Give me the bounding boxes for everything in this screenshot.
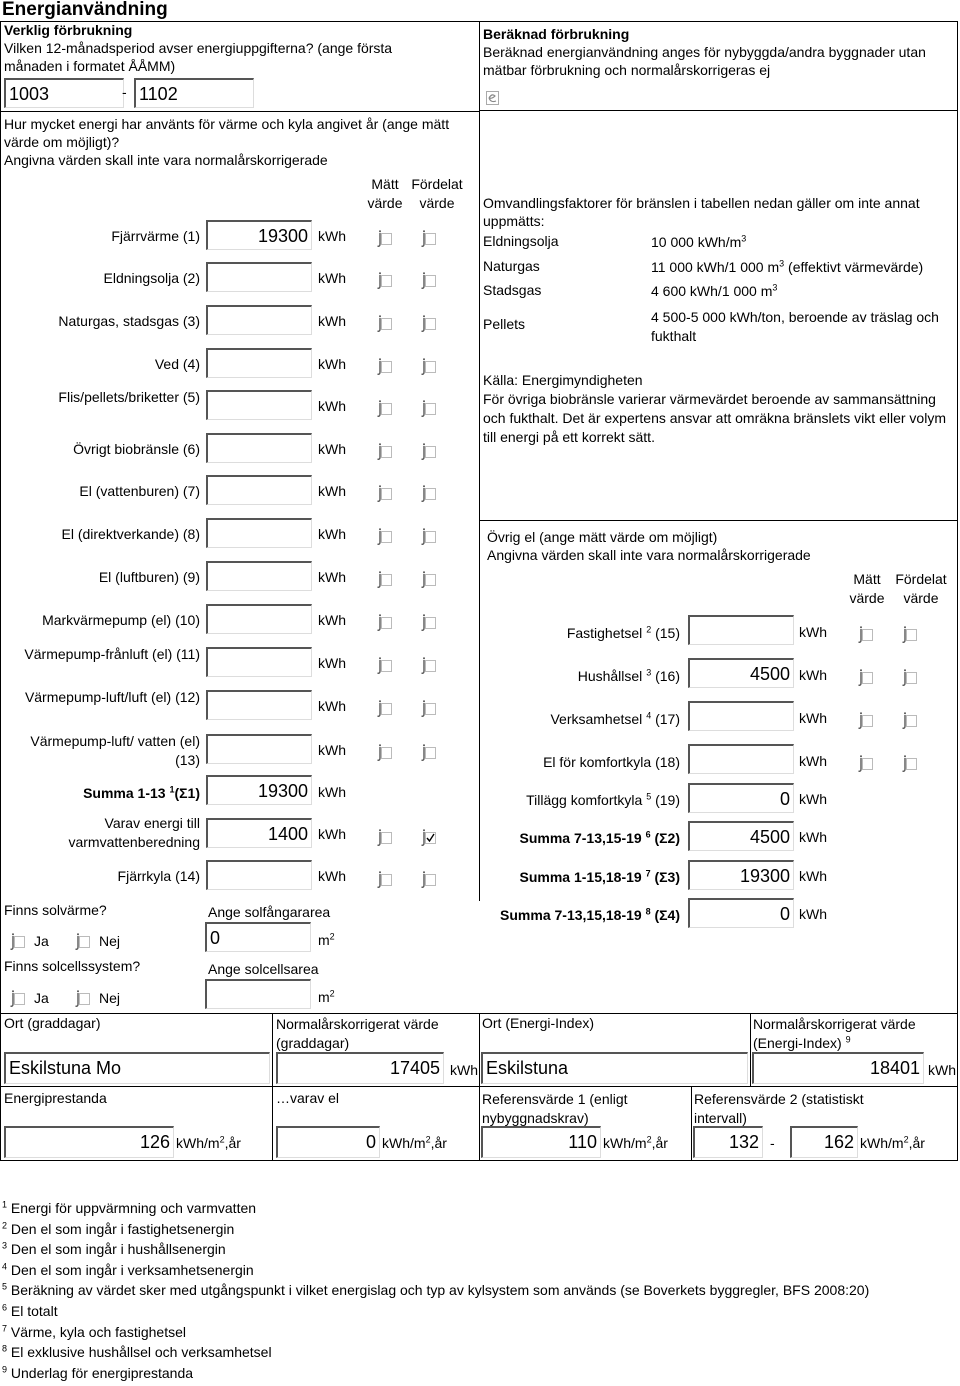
fordelat-checkbox-icon[interactable] [421,443,437,461]
fordelat-checkbox-icon[interactable] [421,315,437,333]
ovrig-row-input[interactable] [688,744,794,774]
divider-prest-right [691,1086,692,1161]
kalla-text: För övriga biobränsle varierar värmevärdet beroende av sammansättning och fukthalt. Det är expertens ansvar att omräkna bränslets vikt eller volym till energi på ett korrekt sätt. [483,391,946,445]
verklig-row-input[interactable] [206,690,312,720]
divider-period [0,111,479,112]
factor-value: 4 600 kWh/1 000 $m^3$ [651,282,778,299]
varav-label: Varav energi till varmvattenberedning [68,815,200,850]
ovrig-note: Angivna värden skall inte vara normalårskorrigerade [487,547,811,563]
footnote-item: $^4$ Den el som ingår i verksamhetsenergin [2,1261,254,1278]
varav-matt-checkbox-icon[interactable] [377,829,393,847]
ovrig-row-input[interactable] [688,701,794,731]
ort-index-input[interactable]: Eskilstuna [481,1052,748,1084]
verklig-row-unit: kWh [318,655,346,671]
matt-checkbox-icon[interactable] [377,230,393,248]
verklig-row-unit: kWh [318,441,346,457]
matt-checkbox-icon[interactable] [377,400,393,418]
verklig-row-label: Ved (4) [154,356,200,372]
ref1-label: Referensvärde 1 (enligt nybyggnadskrav) [482,1091,628,1126]
matt-checkbox-icon[interactable] [377,614,393,632]
solfangar-input[interactable]: 0 [205,922,311,952]
summa-1-13-value: 19300 [206,775,312,805]
fjarrkyla-input[interactable] [206,860,312,890]
solcell-ja-label: Ja [34,990,49,1006]
ovrig-row-input[interactable] [688,615,794,645]
divider-prest-mid [479,1086,480,1161]
factor-name: Pellets [483,316,526,332]
factor-name: Stadsgas [483,282,542,298]
verklig-heading: Verklig förbrukning [4,22,133,38]
verklig-row-unit: kWh [318,483,346,499]
footnote-item: $^2$ Den el som ingår i fastighetsenergin [2,1219,235,1237]
ref1-value: 110 [481,1126,601,1158]
verklig-row-label: Flis/pellets/briketter (5) [58,389,200,405]
verklig-row-label: Övrigt biobränsle (6) [73,441,200,457]
footnote-item: $^8$ El exklusive hushållsel och verksamhetsel [2,1343,272,1361]
fordelat-checkbox-icon[interactable] [421,614,437,632]
fordelat-checkbox-icon[interactable] [421,700,437,718]
summa-s2-unit: kWh [799,829,827,845]
period-start-input[interactable]: 1003 [4,78,124,108]
footnote-item: $^6$ El totalt [2,1302,58,1319]
footnote-item: $^7$ Värme, kyla och fastighetsel [2,1322,186,1340]
ovrig-row-label: El för komfortkyla (18) [543,754,680,770]
matt-checkbox-icon[interactable] [377,315,393,333]
fordelat-checkbox-icon[interactable] [421,571,437,589]
ovrig-fordelat-checkbox-icon[interactable] [902,712,918,730]
solvarme-question: Finns solvärme? [4,902,107,918]
varav-el-label: …varav el [276,1090,340,1106]
ref2-dash: - [770,1135,775,1151]
verklig-row-unit: kWh [318,698,346,714]
ovrig-row-unit: kWh [799,710,827,726]
solcell-nej-radio-icon[interactable] [75,990,91,1008]
period-question: Vilken 12-månadsperiod avser energiuppgifterna? (ange första månaden i formatet ÅÅMM) [4,40,393,74]
kalla-label: Källa: Energimyndigheten [483,372,643,388]
footnotes [2,1198,952,1383]
frame-left [0,21,1,1161]
fjarrkyla-unit: kWh [318,868,346,884]
varav-unit: kWh [318,826,346,842]
ovrig-matt-checkbox-icon[interactable] [858,626,874,644]
ovrig-col-fordelat: Fördelat värde [895,571,947,606]
solfangar-unit: $m^2$ [318,931,335,948]
verklig-row-unit: kWh [318,313,346,329]
verklig-row-input[interactable] [206,390,312,420]
solfangar-label: Ange solfångararea [208,904,331,920]
factor-value: 11 000 kWh/1 000 $m^3$ (effektivt värmevärde) [651,258,924,275]
summa-1-13-unit: kWh [318,784,346,800]
summa-s3-unit: kWh [799,868,827,884]
col-matt-header: Mätt värde [367,176,403,211]
verklig-row-input[interactable] [206,348,312,378]
ovrig-fordelat-checkbox-icon[interactable] [902,626,918,644]
verklig-row-label: Värmepump-luft/ vatten (el) (13) [30,733,200,768]
fordelat-checkbox-icon[interactable] [421,485,437,503]
verklig-row-unit: kWh [318,569,346,585]
footnote-item: $^9$ Underlag för energiprestanda [2,1364,194,1381]
verklig-row-input[interactable] [206,647,312,677]
ovrig-row-unit: kWh [799,624,827,640]
fjarrkyla-label: Fjärrkyla (14) [117,868,200,884]
verklig-row-unit: kWh [318,526,346,542]
summa-s3-label: Summa 1-15,18-19 $^7$ (Σ3) [519,868,680,885]
ort-index-label: Ort (Energi-Index) [482,1015,595,1031]
verklig-row-label: El (vattenburen) (7) [79,483,200,499]
col-fordelat-header: Fördelat värde [411,176,463,211]
ref2-unit: kWh/$m^2,år$ [860,1134,925,1151]
verklig-row-label: El (luftburen) (9) [98,569,200,585]
divider-ort-left [272,1013,273,1161]
ovrig-col-matt: Mätt värde [849,571,885,606]
factor-value: 10 000 kWh/$m^3$ [651,233,747,250]
verklig-row-input[interactable] [206,561,312,591]
factor-name: Eldningsolja [483,233,559,249]
ref1-unit: kWh/$m^2,år$ [603,1134,668,1151]
verklig-row-unit: kWh [318,356,346,372]
footnote-item: $^1$ Energi för uppvärmning och varmvatten [2,1199,257,1216]
verklig-row-label: Fjärrvärme (1) [111,228,200,244]
ovrig-matt-checkbox-icon[interactable] [858,755,874,773]
fordelat-checkbox-icon[interactable] [421,528,437,546]
matt-checkbox-icon[interactable] [377,485,393,503]
matt-checkbox-icon[interactable] [377,744,393,762]
ref2-high: 162 [790,1126,858,1158]
ovrig-row-unit: kWh [799,753,827,769]
verklig-row-input[interactable] [206,262,312,292]
norm-grad-value: 17405 [276,1052,444,1084]
fordelat-checkbox-icon[interactable] [421,230,437,248]
verklig-row-input[interactable] [206,518,312,548]
fordelat-checkbox-icon[interactable] [421,744,437,762]
summa-s2-value: 4500 [688,821,794,851]
varav-el-unit: kWh/$m^2,år$ [382,1134,447,1151]
page-title: Energianvändning [2,0,168,20]
verklig-row-input[interactable] [206,433,312,463]
verklig-row-input[interactable] [206,305,312,335]
norm-index-value: 18401 [752,1052,924,1084]
verklig-row-unit: kWh [318,398,346,414]
varav-fordelat-checkbox-icon[interactable] [421,829,437,847]
matt-checkbox-icon[interactable] [377,528,393,546]
matt-checkbox-icon[interactable] [377,272,393,290]
factor-value: 4 500-5 000 kWh/ton, beroende av träslag och fukthalt [651,309,939,344]
verklig-row-label: Naturgas, stadsgas (3) [58,313,200,329]
ovrig-matt-checkbox-icon[interactable] [858,712,874,730]
beraknad-text: Beräknad energianvändning anges för nybyggda/andra byggnader utan mätbar förbrukning och normalårskorrigeras ej [483,44,926,78]
solvarme-nej-radio-icon[interactable] [75,933,91,951]
varav-input[interactable]: 1400 [206,818,312,848]
matt-checkbox-icon[interactable] [377,358,393,376]
period-end-input[interactable]: 1102 [134,78,254,108]
verklig-row-unit: kWh [318,270,346,286]
verklig-row-input[interactable] [206,475,312,505]
summa-s2-label: Summa 7-13,15-19 $^6$ (Σ2) [519,829,680,846]
verklig-note: Angivna värden skall inte vara normalårskorrigerade [4,152,328,168]
verklig-row-unit: kWh [318,742,346,758]
fordelat-checkbox-icon[interactable] [421,358,437,376]
fjarrkyla-fordelat-checkbox-icon[interactable] [421,871,437,889]
divider-beraknad [480,110,958,111]
solcell-input[interactable] [205,979,311,1009]
ovrig-matt-checkbox-icon[interactable] [858,669,874,687]
verklig-row-unit: kWh [318,612,346,628]
solvarme-ja-label: Ja [34,933,49,949]
tillagg-input[interactable]: 0 [688,783,794,813]
solcell-question: Finns solcellssystem? [4,958,141,974]
summa-s3-value: 19300 [688,860,794,890]
tillagg-label: Tillägg komfortkyla $^5$ (19) [526,791,680,808]
ovrig-fordelat-checkbox-icon[interactable] [902,755,918,773]
summa-1-13-label: Summa 1-13 $^1$(Σ1) [83,784,200,801]
fordelat-checkbox-icon[interactable] [421,657,437,675]
energy-question: Hur mycket energi har använts för värme och kyla angivet år (ange mätt värde om möjligt)? [4,116,450,150]
energiprestanda-value: 126 [4,1126,174,1158]
ovrig-row-label: Hushållsel $^3$ (16) [577,667,680,684]
solcell-unit: $m^2$ [318,988,335,1005]
ovrig-heading: Övrig el (ange mätt värde om möjligt) [487,529,718,545]
tillagg-unit: kWh [799,791,827,807]
verklig-row-unit: kWh [318,228,346,244]
ref2-label: Referensvärde 2 (statistiskt intervall) [694,1091,864,1126]
verklig-row-label: Värmepump-frånluft (el) (11) [24,646,200,662]
verklig-row-label: Markvärmepump (el) (10) [42,612,200,628]
energiprestanda-label: Energiprestanda [4,1090,107,1106]
frame-right [957,21,958,1161]
verklig-row-label: El (direktverkande) (8) [61,526,200,542]
norm-index-label: Normalårskorrigerat värde (Energi-Index) $^9$ [753,1016,916,1051]
summa-s4-label: Summa 7-13,15,18-19 $^8$ (Σ4) [500,906,680,923]
fjarrkyla-matt-checkbox-icon[interactable] [377,871,393,889]
solvarme-nej-label: Nej [99,933,121,949]
beraknad-heading: Beräknad förbrukning [483,26,630,42]
solcell-ja-radio-icon[interactable] [10,990,26,1008]
divider-ort-mid [479,1013,480,1086]
ort-grad-input[interactable]: Eskilstuna Mo [4,1052,270,1084]
verklig-row-input[interactable]: 19300 [206,220,312,250]
ovrig-row-label: Verksamhetsel $^4$ (17) [550,710,680,727]
matt-checkbox-icon[interactable] [377,571,393,589]
ovrig-row-unit: kWh [799,667,827,683]
verklig-row-label: Värmepump-luft/luft (el) (12) [24,689,200,705]
matt-checkbox-icon[interactable] [377,657,393,675]
norm-grad-label: Normalårskorrigerat värde (graddagar) [276,1016,439,1051]
fordelat-checkbox-icon[interactable] [421,272,437,290]
verklig-row-input[interactable] [206,734,312,764]
footnote-item: $^5$ Beräkning av värdet sker med utgångspunkt i vilket energislag och typ av kylsystem som används (se Boverkets byggregler, BFS 2008:20) [2,1281,870,1299]
omvandling-text: Omvandlingsfaktorer för bränslen i tabellen nedan gäller om inte annat uppmätts: [483,195,920,229]
fordelat-checkbox-icon[interactable] [421,400,437,418]
ort-grad-label: Ort (graddagar) [4,1015,101,1031]
matt-checkbox-icon[interactable] [377,443,393,461]
energiprestanda-unit: kWh/$m^2,år$ [176,1134,241,1151]
beraknad-checkbox-icon[interactable] [486,91,500,107]
summa-s4-unit: kWh [799,906,827,922]
norm-index-unit: kWh [928,1062,956,1078]
solvarme-ja-radio-icon[interactable] [10,933,26,951]
verklig-row-input[interactable] [206,604,312,634]
divider-ort-right [750,1013,751,1086]
varav-el-value: 0 [276,1126,380,1158]
ref2-low: 132 [693,1126,763,1158]
matt-checkbox-icon[interactable] [377,700,393,718]
ovrig-row-label: Fastighetsel $^2$ (15) [566,624,680,641]
summa-s4-value: 0 [688,898,794,928]
divider-ovrig [480,520,958,521]
factor-name: Naturgas [483,258,540,274]
ovrig-fordelat-checkbox-icon[interactable] [902,669,918,687]
ovrig-row-input[interactable]: 4500 [688,658,794,688]
solcell-label: Ange solcellsarea [208,961,319,977]
verklig-row-label: Eldningsolja (2) [103,270,200,286]
solcell-nej-label: Nej [99,990,121,1006]
norm-grad-unit: kWh [450,1062,478,1078]
period-dash: - [122,84,127,100]
footnote-item: $^3$ Den el som ingår i hushållsenergin [2,1240,226,1258]
